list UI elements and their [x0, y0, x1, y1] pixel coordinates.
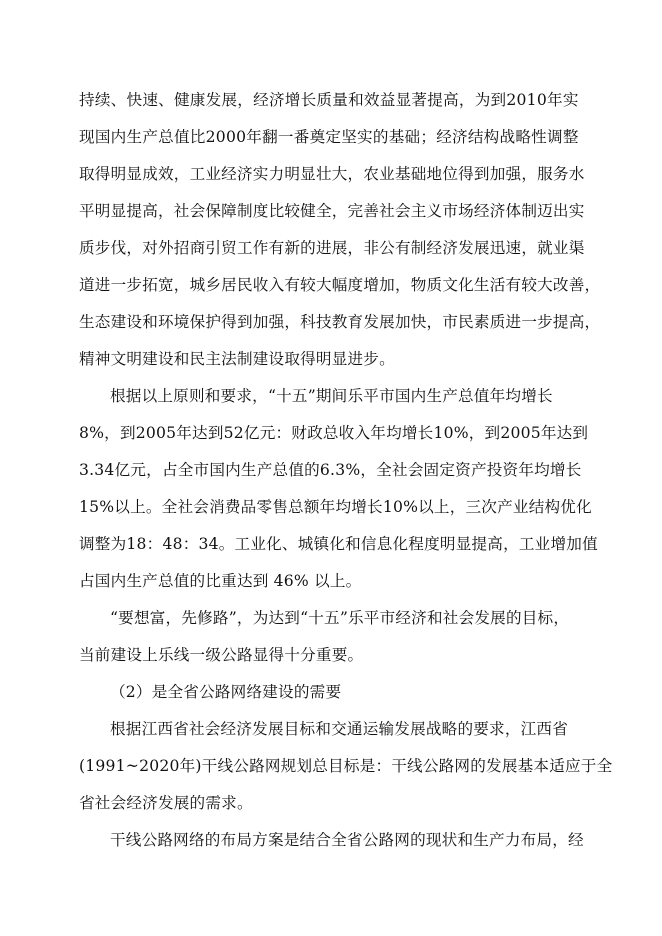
- text-line: 生 态 建 设 和 环 境 保 护 得 到 加 强 ， 科 技 教 育 发 展 加 快 ， 市 民 素 质 进 一 步 提 高 ，: [79, 313, 601, 331]
- text-line: 精神文明建设和民主法制建设取得明显进步。: [79, 350, 395, 368]
- text-line: 占国内生产总值的比重达到 46% 以上。: [79, 572, 362, 590]
- text-line: 省社会经济发展的需求。: [79, 794, 253, 812]
- text-line: 当前建设上乐线一级公路显得十分重要。: [79, 646, 364, 664]
- text-line: 8 % ， 到 2 0 0 5 年 达 到 5 2 亿 元 ： 财 政 总 收 入 年 均 增 长 1 0 % ， 到 2 0 0 5 年 达 到: [79, 424, 589, 442]
- text-line: 持 续 、 快 速 、 健 康 发 展 ， 经 济 增 长 质 量 和 效 益 显 著 提 高 ， 为 到 2 0 1 0 年 实: [79, 91, 579, 109]
- text-line: 现 国 内 生 产 总 值 比 2 0 0 0 年 翻 一 番 奠 定 坚 实 的 基 础 ； 经 济 结 构 战 略 性 调 整: [79, 128, 579, 146]
- paragraph-start-line: 干线公路网络的布局方案是结合全省公路网的现状和生产力布局，经: [110, 831, 584, 849]
- text-line: 1 5 % 以 上 。 全 社 会 消 费 品 零 售 总 额 年 均 增 长 1 0 % 以 上 ， 三 次 产 业 结 构 优 化: [79, 498, 592, 516]
- text-line: 调 整 为 1 8 ： 4 8 ： 3 4 。 工 业 化 、 城 镇 化 和 信 息 化 程 度 明 显 提 高 ， 工 业 增 加 值: [79, 535, 598, 553]
- paragraph-start-line: “要想富，先修路”，为达到“十五”乐平市经济和社会发展的目标，: [110, 609, 570, 627]
- text-line: 道 进 一 步 拓 宽 ， 城 乡 居 民 收 入 有 较 大 幅 度 增 加 ， 物 质 文 化 生 活 有 较 大 改 善 ，: [79, 276, 601, 294]
- text-line: 质 步 伐 ， 对 外 招 商 引 贸 工 作 有 新 的 进 展 ， 非 公 有 制 经 济 发 展 迅 速 ， 就 业 渠: [79, 239, 585, 257]
- text-line: 平 明 显 提 高 ， 社 会 保 障 制 度 比 较 健 全 ， 完 善 社 会 主 义 市 场 经 济 体 制 迈 出 实: [79, 202, 585, 220]
- text-line: 3 . 3 4 亿 元 ， 占 全 市 国 内 生 产 总 值 的 6 . 3 % ， 全 社 会 固 定 资 产 投 资 年 均 增 长: [79, 461, 582, 479]
- text-line: ( 1 9 9 1 ~ 2 0 2 0 年 ) 干 线 公 路 网 规 划 总 目 标 是 ： 干 线 公 路 网 的 发 展 基 本 适 应 于 全: [79, 757, 613, 775]
- section-heading: （2）是全省公路网络建设的需要: [110, 683, 342, 701]
- text-line: 取 得 明 显 成 效 ， 工 业 经 济 实 力 明 显 壮 大 ， 农 业 基 础 地 位 得 到 加 强 ， 服 务 水: [79, 165, 585, 183]
- paragraph-start-line: 根据江西省社会经济发展目标和交通运输发展战略的要求，江西省: [110, 720, 569, 738]
- paragraph-start-line: 根据以上原则和要求，“十五”期间乐平市国内生产总值年均增长: [110, 387, 553, 405]
